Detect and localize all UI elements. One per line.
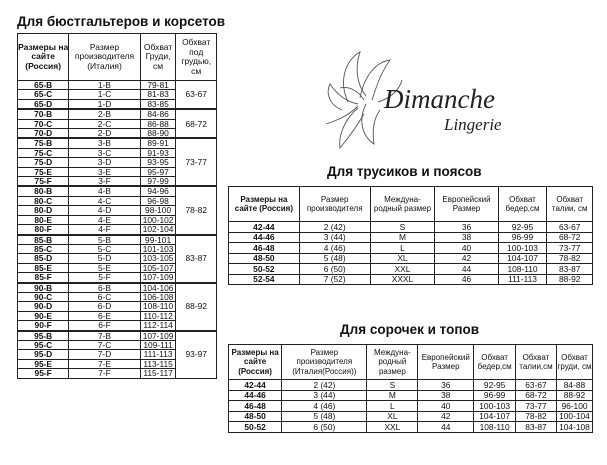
underbust-cell: 83-87: [176, 235, 217, 283]
table-row: [229, 422, 593, 433]
table-cell: 5-D: [69, 254, 140, 263]
table-cell: 5 (48): [299, 253, 370, 264]
size-cell: 75-C: [18, 148, 69, 157]
table-cell: 100-102: [140, 215, 176, 224]
brand-logo: [318, 40, 538, 170]
table-cell: 5 (48): [282, 411, 367, 422]
table-cell: 6 (50): [282, 422, 367, 433]
table-cell: 3 (44): [282, 390, 367, 401]
table-cell: 42: [435, 253, 498, 264]
table-cell: 94-96: [140, 186, 176, 196]
size-cell: 65-B: [18, 81, 69, 90]
table-cell: 109-111: [140, 340, 176, 349]
table-cell: S: [367, 380, 418, 391]
size-cell: 46-48: [229, 243, 300, 254]
table-cell: 91-93: [140, 148, 176, 157]
size-cell: 50-52: [229, 422, 282, 433]
size-cell: 75-F: [18, 177, 69, 187]
table-cell: 84-88: [556, 380, 592, 391]
table-row: [229, 380, 593, 391]
col-header: Размеры на сайте (Россия): [229, 345, 282, 380]
table-cell: 107-109: [140, 273, 176, 283]
logo-sub: Lingerie: [444, 115, 502, 134]
table-row: [18, 331, 217, 341]
table-cell: XL: [370, 253, 435, 264]
size-cell: 65-C: [18, 90, 69, 99]
table-cell: 88-92: [556, 390, 592, 401]
table-cell: XL: [367, 411, 418, 422]
size-cell: 80-E: [18, 215, 69, 224]
table-cell: 110-112: [140, 311, 176, 320]
size-cell: 65-D: [18, 99, 69, 109]
table-cell: 2-C: [69, 119, 140, 128]
table-cell: XXL: [367, 422, 418, 433]
col-header: Обхват Груди, см: [140, 34, 176, 81]
table-cell: 79-81: [140, 81, 176, 90]
table-cell: 113-115: [140, 359, 176, 368]
table-cell: 68-72: [515, 390, 556, 401]
col-header: Европейский Размер: [435, 187, 498, 222]
underbust-cell: 73-77: [176, 138, 217, 186]
size-cell: 80-D: [18, 206, 69, 215]
table-cell: 36: [435, 222, 498, 233]
table-cell: 3-D: [69, 158, 140, 167]
table-cell: 99-101: [140, 235, 176, 245]
table-cell: 4-E: [69, 215, 140, 224]
col-header: Размер производителя: [299, 187, 370, 222]
size-cell: 90-B: [18, 283, 69, 293]
size-cell: 46-48: [229, 401, 282, 412]
table-cell: XXXL: [370, 274, 435, 285]
table-cell: 40: [418, 401, 474, 412]
table-cell: 6-C: [69, 292, 140, 301]
table-cell: 73-77: [547, 243, 593, 254]
size-cell: 44-46: [229, 232, 300, 243]
table-cell: 6-B: [69, 283, 140, 293]
table-cell: 5-F: [69, 273, 140, 283]
underbust-cell: 93-97: [176, 331, 217, 379]
table-cell: 108-110: [474, 422, 516, 433]
table-cell: 40: [435, 243, 498, 254]
size-cell: 70-D: [18, 129, 69, 139]
size-cell: 85-E: [18, 263, 69, 272]
table-cell: 88-92: [547, 274, 593, 285]
size-cell: 70-B: [18, 109, 69, 119]
table-cell: 6-E: [69, 311, 140, 320]
table-row: [229, 411, 593, 422]
table-cell: 96-98: [140, 196, 176, 205]
table-row: [229, 222, 593, 233]
col-header: Междуна-родный размер: [370, 187, 435, 222]
table-cell: 104-107: [498, 253, 547, 264]
heading-bras: Для бюстгальтеров и корсетов: [17, 14, 226, 29]
table-cell: 1-C: [69, 90, 140, 99]
table-cell: 5-B: [69, 235, 140, 245]
size-cell: 80-B: [18, 186, 69, 196]
table-cell: 2-D: [69, 129, 140, 139]
table-cell: M: [370, 232, 435, 243]
table-cell: 46: [435, 274, 498, 285]
size-cell: 85-C: [18, 244, 69, 253]
table-cell: 42: [418, 411, 474, 422]
table-cell: 105-107: [140, 263, 176, 272]
size-cell: 80-F: [18, 225, 69, 235]
size-cell: 42-44: [229, 222, 300, 233]
table-cell: 73-77: [515, 401, 556, 412]
table-row: [229, 274, 593, 285]
table-cell: 100-104: [556, 411, 592, 422]
table-cell: 6 (50): [299, 264, 370, 275]
logo-brand: Dimanche: [384, 84, 495, 114]
table-cell: 2 (42): [282, 380, 367, 391]
table-cell: 112-114: [140, 321, 176, 331]
size-cell: 90-F: [18, 321, 69, 331]
table-cell: 100-103: [474, 401, 516, 412]
size-cell: 95-E: [18, 359, 69, 368]
col-header: Размер производителя (Италия): [69, 34, 140, 81]
table-cell: 2-B: [69, 109, 140, 119]
table-cell: 93-95: [140, 158, 176, 167]
table-row: [229, 232, 593, 243]
table-cell: 78-82: [515, 411, 556, 422]
col-header: Обхват бедер,см: [498, 187, 547, 222]
table-cell: 97-99: [140, 177, 176, 187]
table-cell: L: [367, 401, 418, 412]
size-cell: 95-B: [18, 331, 69, 341]
table-cell: 4 (46): [299, 243, 370, 254]
table-cell: 4-D: [69, 206, 140, 215]
shirts-size-table: [228, 344, 593, 433]
table-cell: L: [370, 243, 435, 254]
table-cell: 38: [435, 232, 498, 243]
table-row: [18, 138, 217, 148]
table-cell: 84-86: [140, 109, 176, 119]
bras-size-table: [17, 33, 217, 379]
col-header: Обхват бедер,см: [474, 345, 516, 380]
table-cell: 7 (52): [299, 274, 370, 285]
table-cell: 3-E: [69, 167, 140, 176]
table-cell: XXL: [370, 264, 435, 275]
col-header: Размеры на сайте (Россия): [18, 34, 69, 81]
table-cell: 4-C: [69, 196, 140, 205]
table-cell: 2 (42): [299, 222, 370, 233]
table-row: [229, 390, 593, 401]
table-row: [18, 283, 217, 293]
col-header: Размер производителя (Италия(Россия)): [282, 345, 367, 380]
size-cell: 75-D: [18, 158, 69, 167]
size-cell: 85-F: [18, 273, 69, 283]
col-header: Обхват под грудью, см: [176, 34, 217, 81]
table-cell: 78-82: [547, 253, 593, 264]
size-cell: 95-F: [18, 369, 69, 378]
underbust-cell: 88-92: [176, 283, 217, 331]
table-cell: 36: [418, 380, 474, 391]
table-cell: S: [370, 222, 435, 233]
table-row: [229, 401, 593, 412]
table-cell: 108-110: [140, 302, 176, 311]
col-header: Размеры на сайте (Россия): [229, 187, 300, 222]
table-cell: 6-D: [69, 302, 140, 311]
table-cell: 44: [435, 264, 498, 275]
table-cell: 101-103: [140, 244, 176, 253]
table-cell: 103-105: [140, 254, 176, 263]
table-cell: 104-106: [140, 283, 176, 293]
table-cell: 107-109: [140, 331, 176, 341]
table-cell: 7-C: [69, 340, 140, 349]
size-cell: 48-50: [229, 411, 282, 422]
table-cell: 115-117: [140, 369, 176, 378]
col-header: Европейский Размер: [418, 345, 474, 380]
table-cell: 98-100: [140, 206, 176, 215]
table-cell: 4-F: [69, 225, 140, 235]
table-cell: 4-B: [69, 186, 140, 196]
table-cell: 7-D: [69, 350, 140, 359]
table-cell: 89-91: [140, 138, 176, 148]
table-cell: 92-95: [498, 222, 547, 233]
table-cell: 102-104: [140, 225, 176, 235]
table-cell: 100-103: [498, 243, 547, 254]
table-cell: 63-67: [547, 222, 593, 233]
table-cell: 106-108: [140, 292, 176, 301]
table-cell: 3-B: [69, 138, 140, 148]
table-row: [229, 264, 593, 275]
table-cell: 104-108: [556, 422, 592, 433]
table-cell: 63-67: [515, 380, 556, 391]
table-cell: 95-97: [140, 167, 176, 176]
table-cell: 68-72: [547, 232, 593, 243]
table-cell: 5-C: [69, 244, 140, 253]
size-cell: 44-46: [229, 390, 282, 401]
table-cell: 96-100: [556, 401, 592, 412]
table-cell: 3-F: [69, 177, 140, 187]
table-cell: 3 (44): [299, 232, 370, 243]
table-row: [18, 109, 217, 119]
col-header: Обхват груди, см: [556, 345, 592, 380]
table-cell: 7-B: [69, 331, 140, 341]
underbust-cell: 68-72: [176, 109, 217, 138]
size-cell: 75-E: [18, 167, 69, 176]
table-cell: 81-83: [140, 90, 176, 99]
table-cell: 3-C: [69, 148, 140, 157]
size-cell: 52-54: [229, 274, 300, 285]
table-cell: 5-E: [69, 263, 140, 272]
table-cell: 38: [418, 390, 474, 401]
size-cell: 85-B: [18, 235, 69, 245]
table-cell: 7-F: [69, 369, 140, 378]
table-cell: 6-F: [69, 321, 140, 331]
table-cell: 111-113: [498, 274, 547, 285]
table-cell: 44: [418, 422, 474, 433]
table-cell: 83-87: [547, 264, 593, 275]
table-cell: 83-87: [515, 422, 556, 433]
size-cell: 70-C: [18, 119, 69, 128]
size-cell: 90-C: [18, 292, 69, 301]
size-cell: 75-B: [18, 138, 69, 148]
table-row: [18, 186, 217, 196]
size-cell: 50-52: [229, 264, 300, 275]
table-cell: 86-88: [140, 119, 176, 128]
briefs-size-table: [228, 186, 593, 285]
col-header: Обхват талии, см: [547, 187, 593, 222]
table-cell: 4 (46): [282, 401, 367, 412]
table-cell: 92-95: [474, 380, 516, 391]
heading-briefs: Для трусиков и поясов: [327, 164, 482, 179]
table-cell: M: [367, 390, 418, 401]
size-cell: 90-D: [18, 302, 69, 311]
size-cell: 95-C: [18, 340, 69, 349]
underbust-cell: 63-67: [176, 81, 217, 110]
table-cell: 1-B: [69, 81, 140, 90]
size-cell: 90-E: [18, 311, 69, 320]
table-cell: 83-85: [140, 99, 176, 109]
table-cell: 96-99: [498, 232, 547, 243]
col-header: Обхват талии,см: [515, 345, 556, 380]
size-cell: 48-50: [229, 253, 300, 264]
table-cell: 96-99: [474, 390, 516, 401]
col-header: Междуна-родный размер: [367, 345, 418, 380]
table-cell: 1-D: [69, 99, 140, 109]
table-cell: 7-E: [69, 359, 140, 368]
table-cell: 88-90: [140, 129, 176, 139]
table-row: [18, 235, 217, 245]
size-cell: 80-C: [18, 196, 69, 205]
table-row: [229, 243, 593, 254]
size-cell: 95-D: [18, 350, 69, 359]
table-cell: 111-113: [140, 350, 176, 359]
heading-shirts: Для сорочек и топов: [340, 322, 480, 337]
table-cell: 104-107: [474, 411, 516, 422]
size-cell: 85-D: [18, 254, 69, 263]
size-cell: 42-44: [229, 380, 282, 391]
table-cell: 108-110: [498, 264, 547, 275]
table-row: [229, 253, 593, 264]
underbust-cell: 78-82: [176, 186, 217, 234]
